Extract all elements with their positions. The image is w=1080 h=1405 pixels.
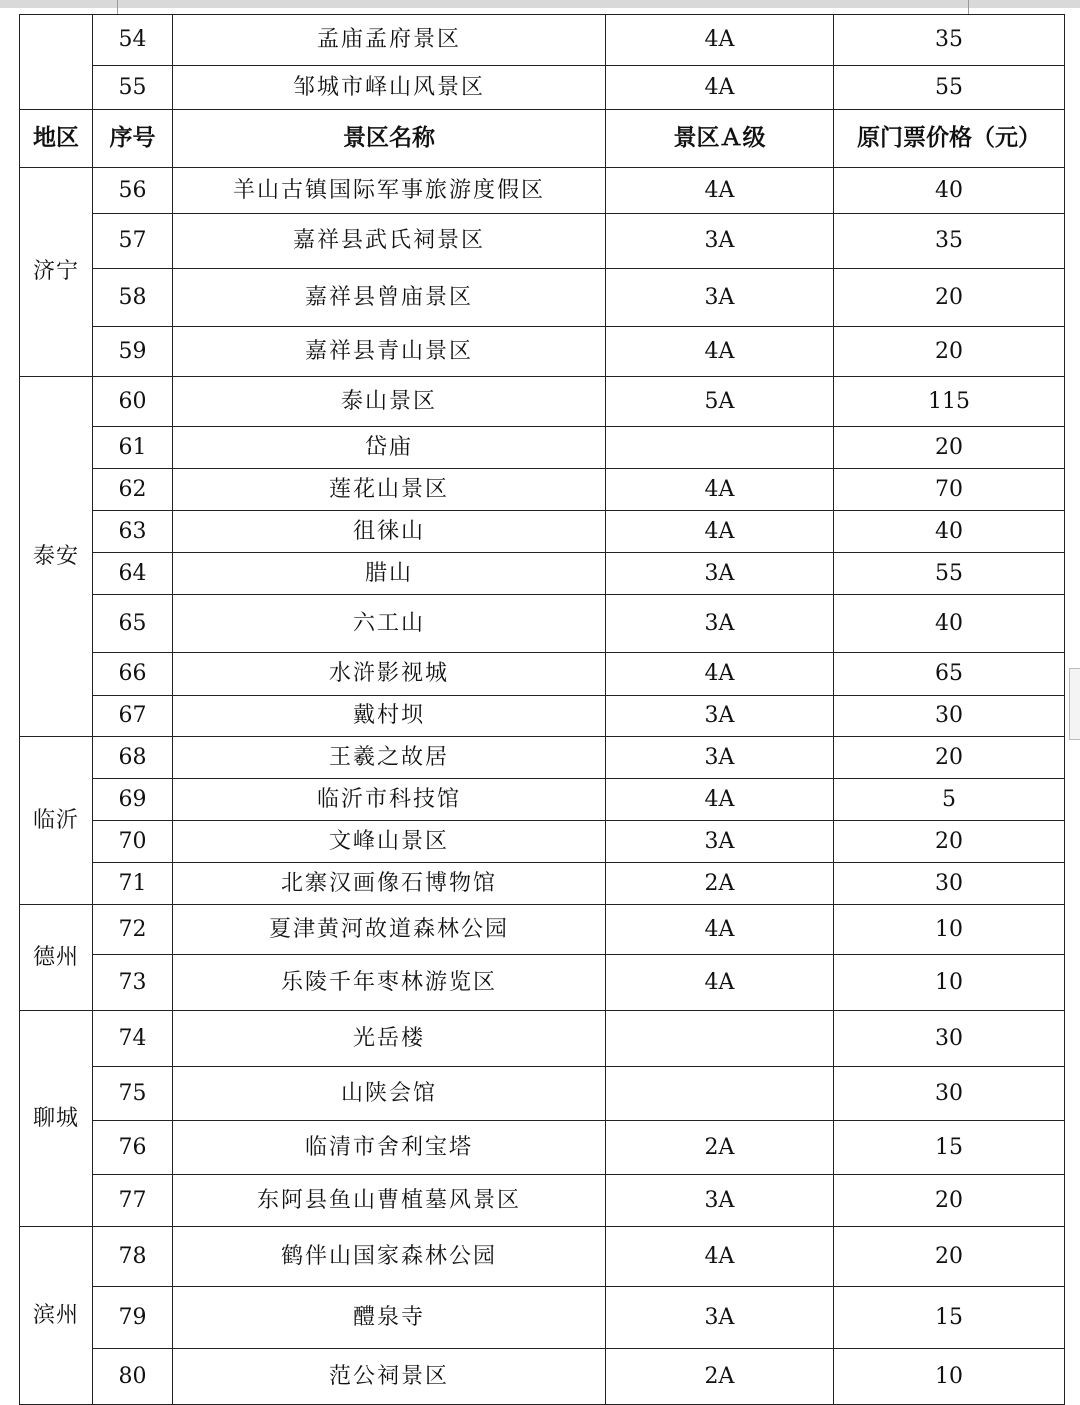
- scenic-name: 鹤伴山国家森林公园: [173, 1227, 606, 1287]
- ruler-line: [968, 0, 969, 14]
- scenic-name: 范公祠景区: [173, 1349, 606, 1405]
- scenic-name: 嘉祥县青山景区: [173, 327, 606, 377]
- row-number: 66: [93, 653, 173, 696]
- table-row: [20, 1011, 1065, 1067]
- ticket-price: 10: [834, 955, 1065, 1011]
- ticket-price: 30: [834, 863, 1065, 905]
- table-row: [20, 595, 1065, 653]
- scenic-name: 羊山古镇国际军事旅游度假区: [173, 168, 606, 214]
- scenic-level: 4A: [606, 955, 834, 1011]
- header-region: 地区: [20, 110, 93, 168]
- table-row: [20, 1121, 1065, 1175]
- row-number: 64: [93, 553, 173, 595]
- table-row: [20, 168, 1065, 214]
- row-number: 77: [93, 1175, 173, 1227]
- region-cell: 德州: [20, 905, 93, 1011]
- region-cell-continued: [20, 15, 93, 110]
- row-number: 80: [93, 1349, 173, 1405]
- row-number: 61: [93, 427, 173, 469]
- ticket-price: 30: [834, 696, 1065, 737]
- table-row: [20, 1067, 1065, 1121]
- ticket-price: 15: [834, 1121, 1065, 1175]
- scenic-level: 4A: [606, 779, 834, 821]
- scenic-level: [606, 1067, 834, 1121]
- table-row: [20, 327, 1065, 377]
- row-number: 54: [93, 15, 173, 66]
- region-cell: 聊城: [20, 1011, 93, 1227]
- scenic-level: 4A: [606, 15, 834, 66]
- ticket-price: 65: [834, 653, 1065, 696]
- scenic-name: 临沂市科技馆: [173, 779, 606, 821]
- scenic-name: 醴泉寺: [173, 1287, 606, 1349]
- scenic-name: 夏津黄河故道森林公园: [173, 905, 606, 955]
- ticket-price: 70: [834, 469, 1065, 511]
- scenic-level: 4A: [606, 905, 834, 955]
- scenic-level: 4A: [606, 1227, 834, 1287]
- table-row: [20, 821, 1065, 863]
- scenic-name: 王羲之故居: [173, 737, 606, 779]
- ruler-line: [117, 0, 118, 14]
- scenic-level: 2A: [606, 1121, 834, 1175]
- header-name: 景区名称: [173, 110, 606, 168]
- ticket-price: 30: [834, 1067, 1065, 1121]
- row-number: 57: [93, 214, 173, 269]
- row-number: 75: [93, 1067, 173, 1121]
- row-number: 56: [93, 168, 173, 214]
- scenic-name: 徂徕山: [173, 511, 606, 553]
- scenic-level: 4A: [606, 469, 834, 511]
- scenic-level: 3A: [606, 553, 834, 595]
- table-row: [20, 214, 1065, 269]
- region-cell: 泰安: [20, 377, 93, 737]
- scenic-level: 5A: [606, 377, 834, 427]
- row-number: 73: [93, 955, 173, 1011]
- table-row: [20, 905, 1065, 955]
- scenic-level: 4A: [606, 168, 834, 214]
- scenic-name: 岱庙: [173, 427, 606, 469]
- header-level: 景区Ａ级: [606, 110, 834, 168]
- region-cell: 滨州: [20, 1227, 93, 1405]
- scenic-name: 腊山: [173, 553, 606, 595]
- table-row: [20, 377, 1065, 427]
- scenic-level: [606, 427, 834, 469]
- scenic-level: 3A: [606, 821, 834, 863]
- ticket-price: 20: [834, 327, 1065, 377]
- scenic-name: 临清市舍利宝塔: [173, 1121, 606, 1175]
- scenic-name: 孟庙孟府景区: [173, 15, 606, 66]
- table-row: [20, 469, 1065, 511]
- row-number: 62: [93, 469, 173, 511]
- header-price: 原门票价格（元）: [834, 110, 1065, 168]
- row-number: 68: [93, 737, 173, 779]
- scenic-name: 六工山: [173, 595, 606, 653]
- scenic-level: [606, 1011, 834, 1067]
- ticket-price: 20: [834, 1227, 1065, 1287]
- table-row: [20, 737, 1065, 779]
- scenic-level: 3A: [606, 696, 834, 737]
- table-row: [20, 427, 1065, 469]
- scenic-level: 3A: [606, 737, 834, 779]
- row-number: 60: [93, 377, 173, 427]
- table-row: [20, 863, 1065, 905]
- page-margin-marker: [1069, 668, 1080, 740]
- scenic-name: 嘉祥县武氏祠景区: [173, 214, 606, 269]
- scenic-name: 东阿县鱼山曹植墓风景区: [173, 1175, 606, 1227]
- scenic-level: 3A: [606, 214, 834, 269]
- ticket-price: 20: [834, 1175, 1065, 1227]
- scenic-level: 3A: [606, 269, 834, 327]
- table-header-row: [20, 110, 1065, 168]
- row-number: 55: [93, 66, 173, 110]
- ticket-price: 20: [834, 427, 1065, 469]
- table-row: [20, 1175, 1065, 1227]
- scenic-name: 乐陵千年枣林游览区: [173, 955, 606, 1011]
- ticket-price: 15: [834, 1287, 1065, 1349]
- scenic-level: 4A: [606, 327, 834, 377]
- row-number: 67: [93, 696, 173, 737]
- scenic-name: 北寨汉画像石博物馆: [173, 863, 606, 905]
- table-row: [20, 1349, 1065, 1405]
- table-row: [20, 269, 1065, 327]
- scenic-name: 戴村坝: [173, 696, 606, 737]
- window-top-edge: [0, 0, 1080, 8]
- table-row: [20, 15, 1065, 66]
- ticket-price: 40: [834, 595, 1065, 653]
- table-row: [20, 1287, 1065, 1349]
- row-number: 78: [93, 1227, 173, 1287]
- ticket-price: 10: [834, 1349, 1065, 1405]
- ticket-price: 40: [834, 511, 1065, 553]
- scenic-level: 3A: [606, 1175, 834, 1227]
- row-number: 71: [93, 863, 173, 905]
- scenic-name: 山陕会馆: [173, 1067, 606, 1121]
- table-row: [20, 955, 1065, 1011]
- row-number: 69: [93, 779, 173, 821]
- scenic-name: 莲花山景区: [173, 469, 606, 511]
- row-number: 72: [93, 905, 173, 955]
- row-number: 79: [93, 1287, 173, 1349]
- table-row: [20, 696, 1065, 737]
- scenic-level: 3A: [606, 595, 834, 653]
- ticket-price: 30: [834, 1011, 1065, 1067]
- table-row: [20, 66, 1065, 110]
- scenic-name: 水浒影视城: [173, 653, 606, 696]
- row-number: 65: [93, 595, 173, 653]
- scenic-level: 4A: [606, 653, 834, 696]
- scenic-name: 嘉祥县曾庙景区: [173, 269, 606, 327]
- table-row: [20, 1227, 1065, 1287]
- row-number: 59: [93, 327, 173, 377]
- table-row: [20, 553, 1065, 595]
- scenic-level: 2A: [606, 863, 834, 905]
- table-row: [20, 511, 1065, 553]
- scenic-name: 邹城市峄山风景区: [173, 66, 606, 110]
- row-number: 74: [93, 1011, 173, 1067]
- ticket-price: 20: [834, 737, 1065, 779]
- ticket-price: 20: [834, 821, 1065, 863]
- table-row: [20, 779, 1065, 821]
- ticket-price: 20: [834, 269, 1065, 327]
- ticket-price: 35: [834, 214, 1065, 269]
- row-number: 58: [93, 269, 173, 327]
- ticket-price: 55: [834, 66, 1065, 110]
- ticket-price: 5: [834, 779, 1065, 821]
- scenic-level: 4A: [606, 66, 834, 110]
- scenic-level: 4A: [606, 511, 834, 553]
- scenic-level: 2A: [606, 1349, 834, 1405]
- region-cell: 临沂: [20, 737, 93, 905]
- scenic-name: 泰山景区: [173, 377, 606, 427]
- scenic-name: 文峰山景区: [173, 821, 606, 863]
- scenic-price-table: [19, 14, 1065, 1405]
- scenic-level: 3A: [606, 1287, 834, 1349]
- row-number: 63: [93, 511, 173, 553]
- ticket-price: 55: [834, 553, 1065, 595]
- row-number: 76: [93, 1121, 173, 1175]
- ticket-price: 40: [834, 168, 1065, 214]
- table-row: [20, 653, 1065, 696]
- region-cell: 济宁: [20, 168, 93, 377]
- scenic-name: 光岳楼: [173, 1011, 606, 1067]
- header-index: 序号: [93, 110, 173, 168]
- ticket-price: 115: [834, 377, 1065, 427]
- ticket-price: 35: [834, 15, 1065, 66]
- ticket-price: 10: [834, 905, 1065, 955]
- row-number: 70: [93, 821, 173, 863]
